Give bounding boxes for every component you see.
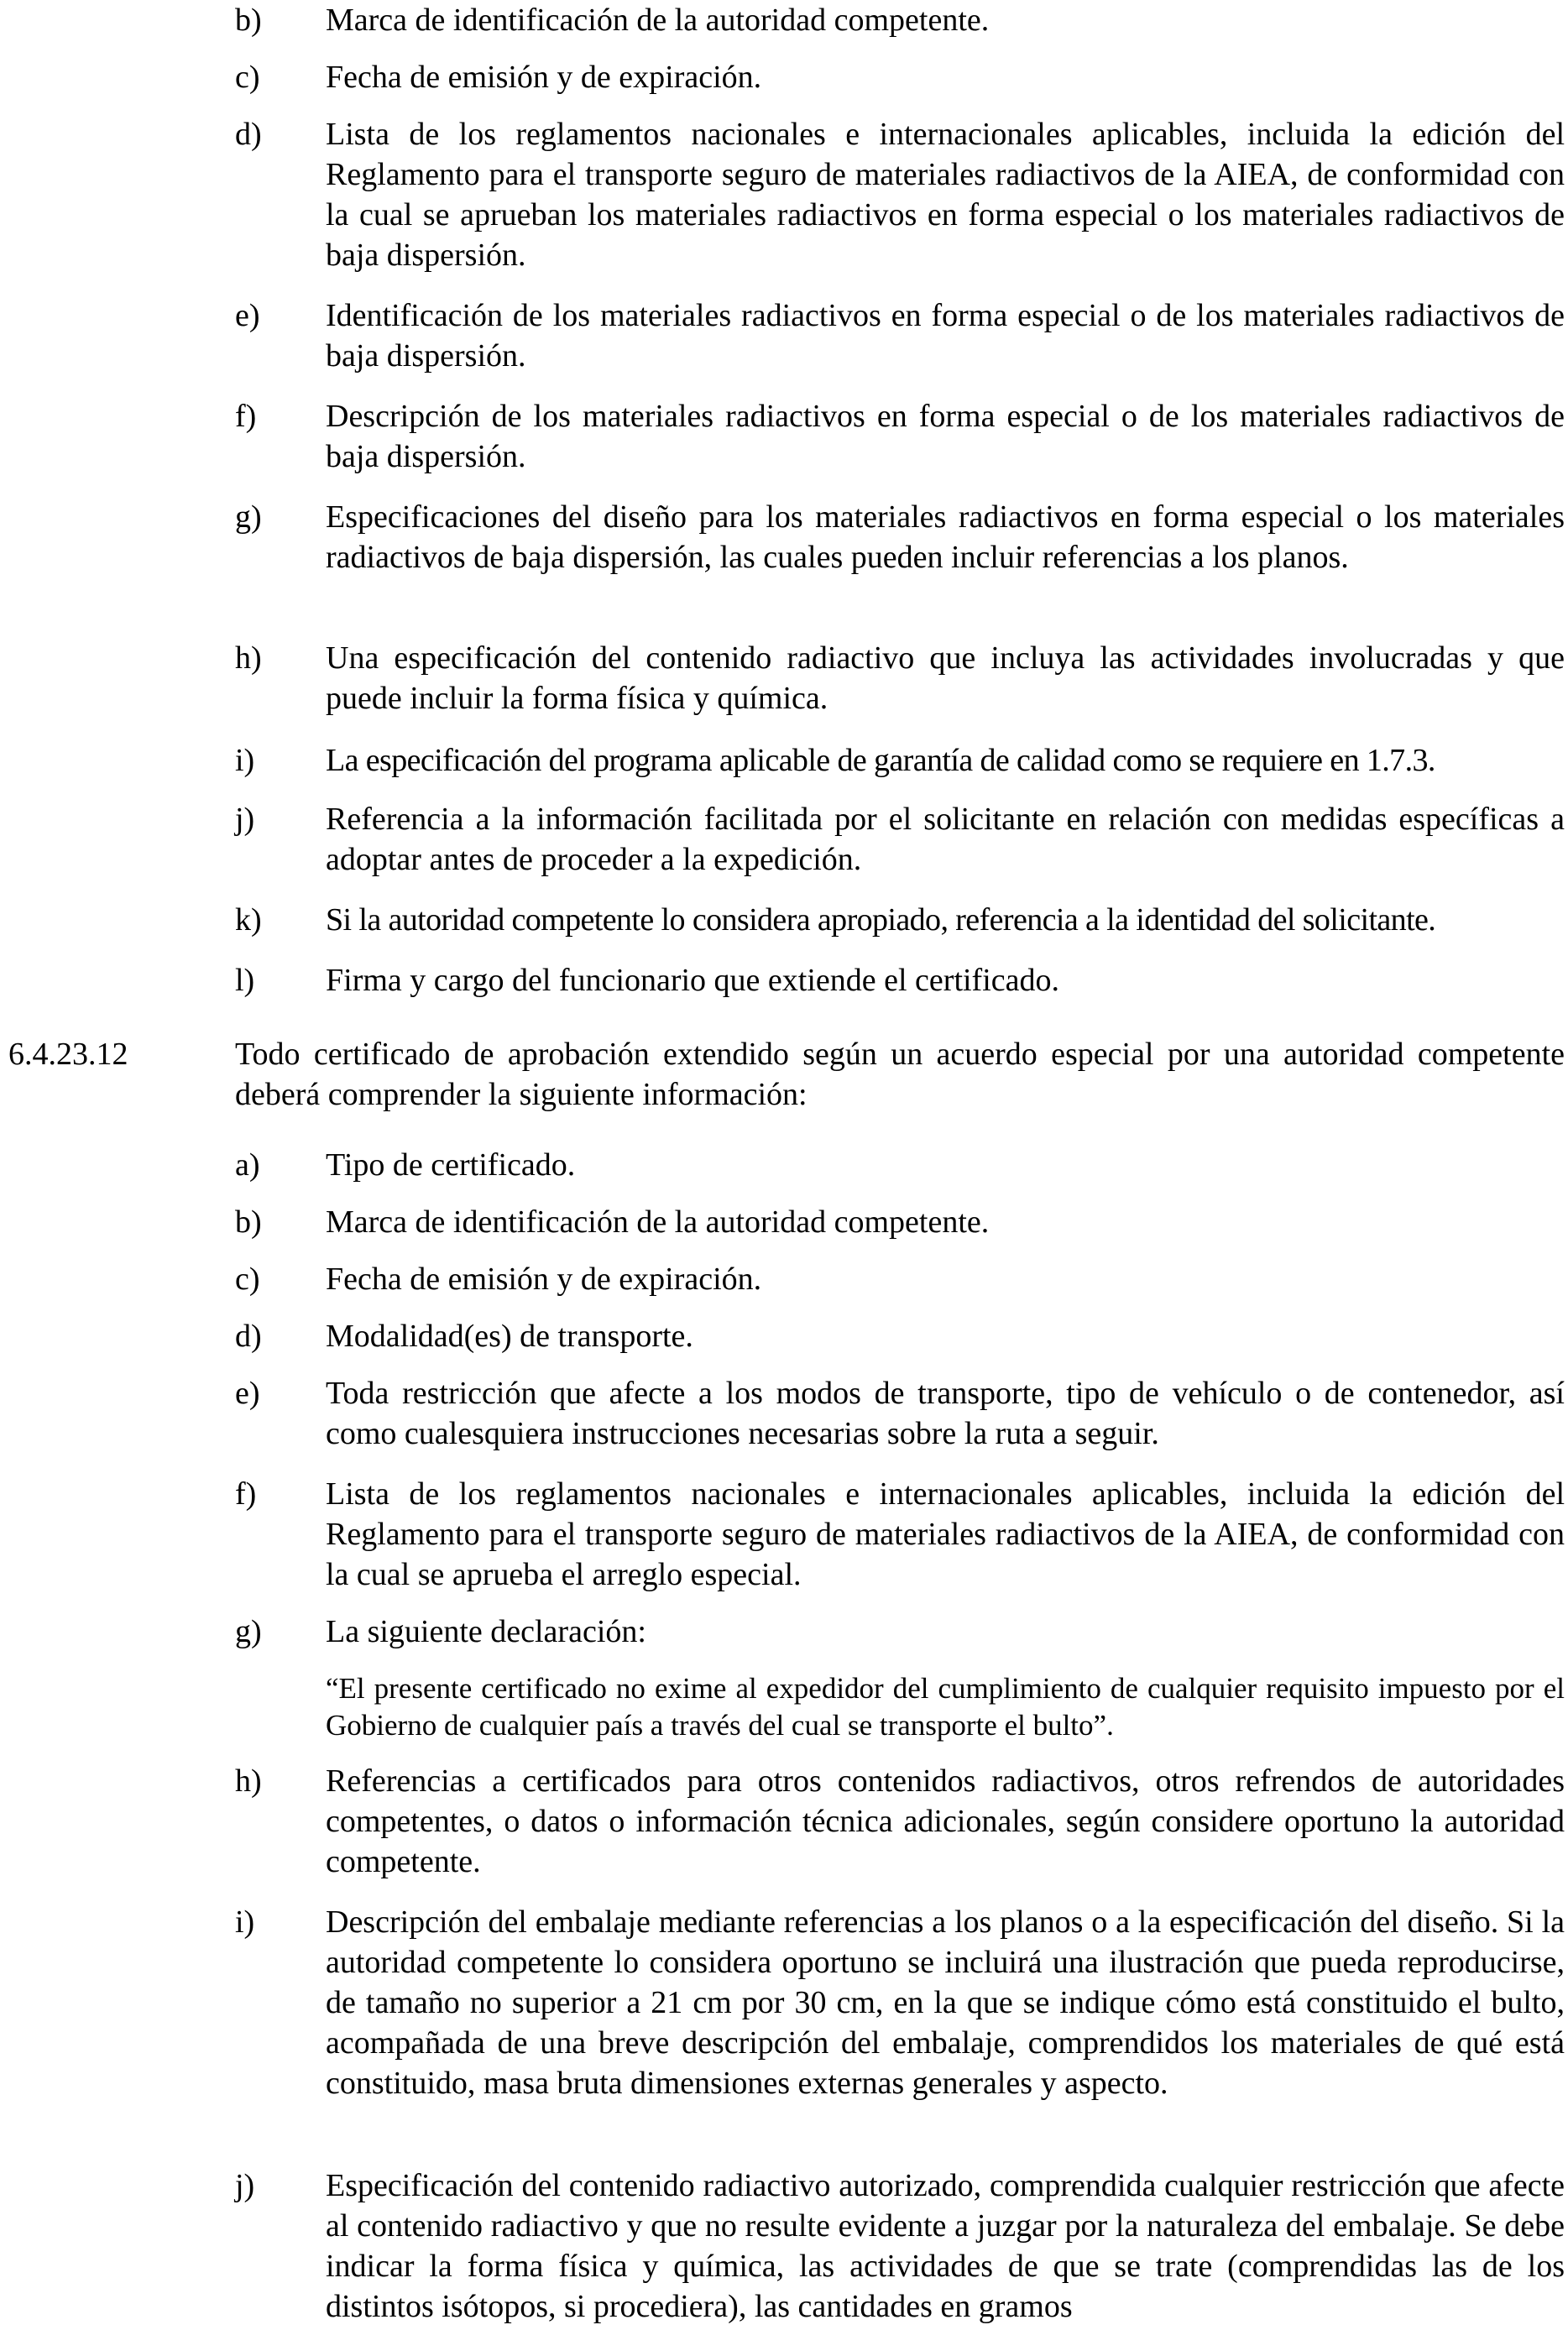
list-item [235,1202,1565,1242]
list-item [235,1373,1565,1454]
list-item-text: La siguiente declaración: [326,1614,646,1649]
list-item-text: Modalidad(es) de transporte. [326,1319,693,1354]
list-item [235,57,1565,97]
list-item-label: j) [235,2168,255,2203]
list-item-label: b) [235,3,262,38]
list-item-text: Referencia a la información facilitada por el solicitante en relación con medidas específicas a adoptar antes de proceder a la expedición. [326,802,1565,877]
list-item [235,2165,1565,2327]
list-item-label: d) [235,117,262,152]
list-item-text: Fecha de emisión y de expiración. [326,1262,762,1297]
list-item [235,497,1565,577]
list-item-label: d) [235,1319,262,1354]
list-item-label: c) [235,60,260,95]
list-item-label: h) [235,640,262,676]
list-item-label: c) [235,1262,260,1297]
list-item-text: Una especificación del contenido radiactivo que incluya las actividades involucradas y que puede incluir la forma física y química. [326,640,1565,716]
list-item-label: a) [235,1147,260,1183]
list-item-label: e) [235,298,260,333]
list-item-text: Especificaciones del diseño para los materiales radiactivos en forma especial o los materiales radiactivos de baja dispersión, las cuales pueden incluir referencias a los planos. [326,499,1565,575]
list-item-text: Lista de los reglamentos nacionales e internacionales aplicables, incluida la edición del Reglamento para el transporte seguro de materiales radiactivos de la AIEA, de conformidad con la cual se aprueban los materiales radiactivos en forma especial o los materiales radiactivos de baja dispersión. [326,117,1565,273]
list-item-label: i) [235,743,255,778]
list-item [235,1145,1565,1185]
clause-number: 6.4.23.12 [8,1037,128,1072]
list-item-label: j) [235,802,255,837]
list-item [235,960,1565,1000]
list-item [235,799,1565,880]
list-item-text: Identificación de los materiales radiactivos en forma especial o de los materiales radiactivos de baja dispersión. [326,298,1565,374]
list-item [235,1761,1565,1882]
list-item [235,295,1565,376]
list-item-label: e) [235,1376,260,1411]
declaration-quote: “El presente certificado no exime al expedidor del cumplimiento de cualquier requisito impuesto por el Gobierno de cualquier país a través del cual se transporte el bulto”. [326,1672,1565,1742]
list-item-label: g) [235,499,262,535]
list-item-text: Lista de los reglamentos nacionales e internacionales aplicables, incluida la edición del Reglamento para el transporte seguro de materiales radiactivos de la AIEA, de conformidad con la cual se aprueba el arreglo especial. [326,1476,1565,1592]
list-item-text: Especificación del contenido radiactivo autorizado, comprendida cualquier restricción que afecte al contenido radiactivo y que no resulte evidente a juzgar por la naturaleza del embalaje. Se debe indicar la forma física y química, las actividades de que se trate (comprendidas las de los distintos isótopos, si procediera), las cantidades en gramos [326,2168,1565,2324]
list-item-label: f) [235,399,257,434]
list-item-label: b) [235,1204,262,1240]
list-item [235,1259,1565,1299]
list-item-text: Marca de identificación de la autoridad competente. [326,3,990,38]
list-item [235,396,1565,477]
list-item [235,1474,1565,1595]
list-item-text: Marca de identificación de la autoridad competente. [326,1204,990,1240]
list-item [235,114,1565,275]
list-item [235,638,1565,718]
list-item-text: Descripción de los materiales radiactivos en forma especial o de los materiales radiactivos de baja dispersión. [326,399,1565,474]
list-item [235,1316,1565,1356]
list-item [235,1612,1565,1652]
list-item-text: Toda restricción que afecte a los modos de transporte, tipo de vehículo o de contenedor, así como cualesquiera instrucciones necesarias sobre la ruta a seguir. [326,1376,1565,1451]
list-item-text: Tipo de certificado. [326,1147,576,1183]
list-item-label: k) [235,902,262,938]
clause-paragraph [8,1034,1565,1115]
list-item-text: Referencias a certificados para otros contenidos radiactivos, otros refrendos de autoridades competentes, o datos o información técnica adicionales, según considere oportuno la autoridad competente. [326,1763,1565,1879]
list-item-text: Firma y cargo del funcionario que extiende el certificado. [326,963,1059,998]
list-item [235,740,1565,781]
list-item-label: h) [235,1763,262,1799]
list-item-label: g) [235,1614,262,1649]
list-item [235,900,1565,940]
list-item [235,1902,1565,2103]
list-item-text: Fecha de emisión y de expiración. [326,60,762,95]
list-item-text: Si la autoridad competente lo considera apropiado, referencia a la identidad del solicitante. [326,902,1436,938]
list-item-text: La especificación del programa aplicable de garantía de calidad como se requiere en 1.7.3. [326,743,1435,778]
list-item-label: f) [235,1476,257,1512]
list-item-label: i) [235,1904,255,1940]
list-item [235,0,1565,40]
list-item-label: l) [235,963,255,998]
clause-text: Todo certificado de aprobación extendido según un acuerdo especial por una autoridad competente deberá comprender la siguiente información: [235,1037,1565,1112]
list-item-text: Descripción del embalaje mediante referencias a los planos o a la especificación del diseño. Si la autoridad competente lo considera oportuno se incluirá una ilustración que pueda reproducirse, de tamaño no superior a 21 cm por 30 cm, en la que se indique cómo está constituido el bulto, acompañada de una breve descripción del embalaje, comprendidos los materiales de qué está constituido, masa bruta dimensiones externas generales y aspecto. [326,1904,1565,2101]
